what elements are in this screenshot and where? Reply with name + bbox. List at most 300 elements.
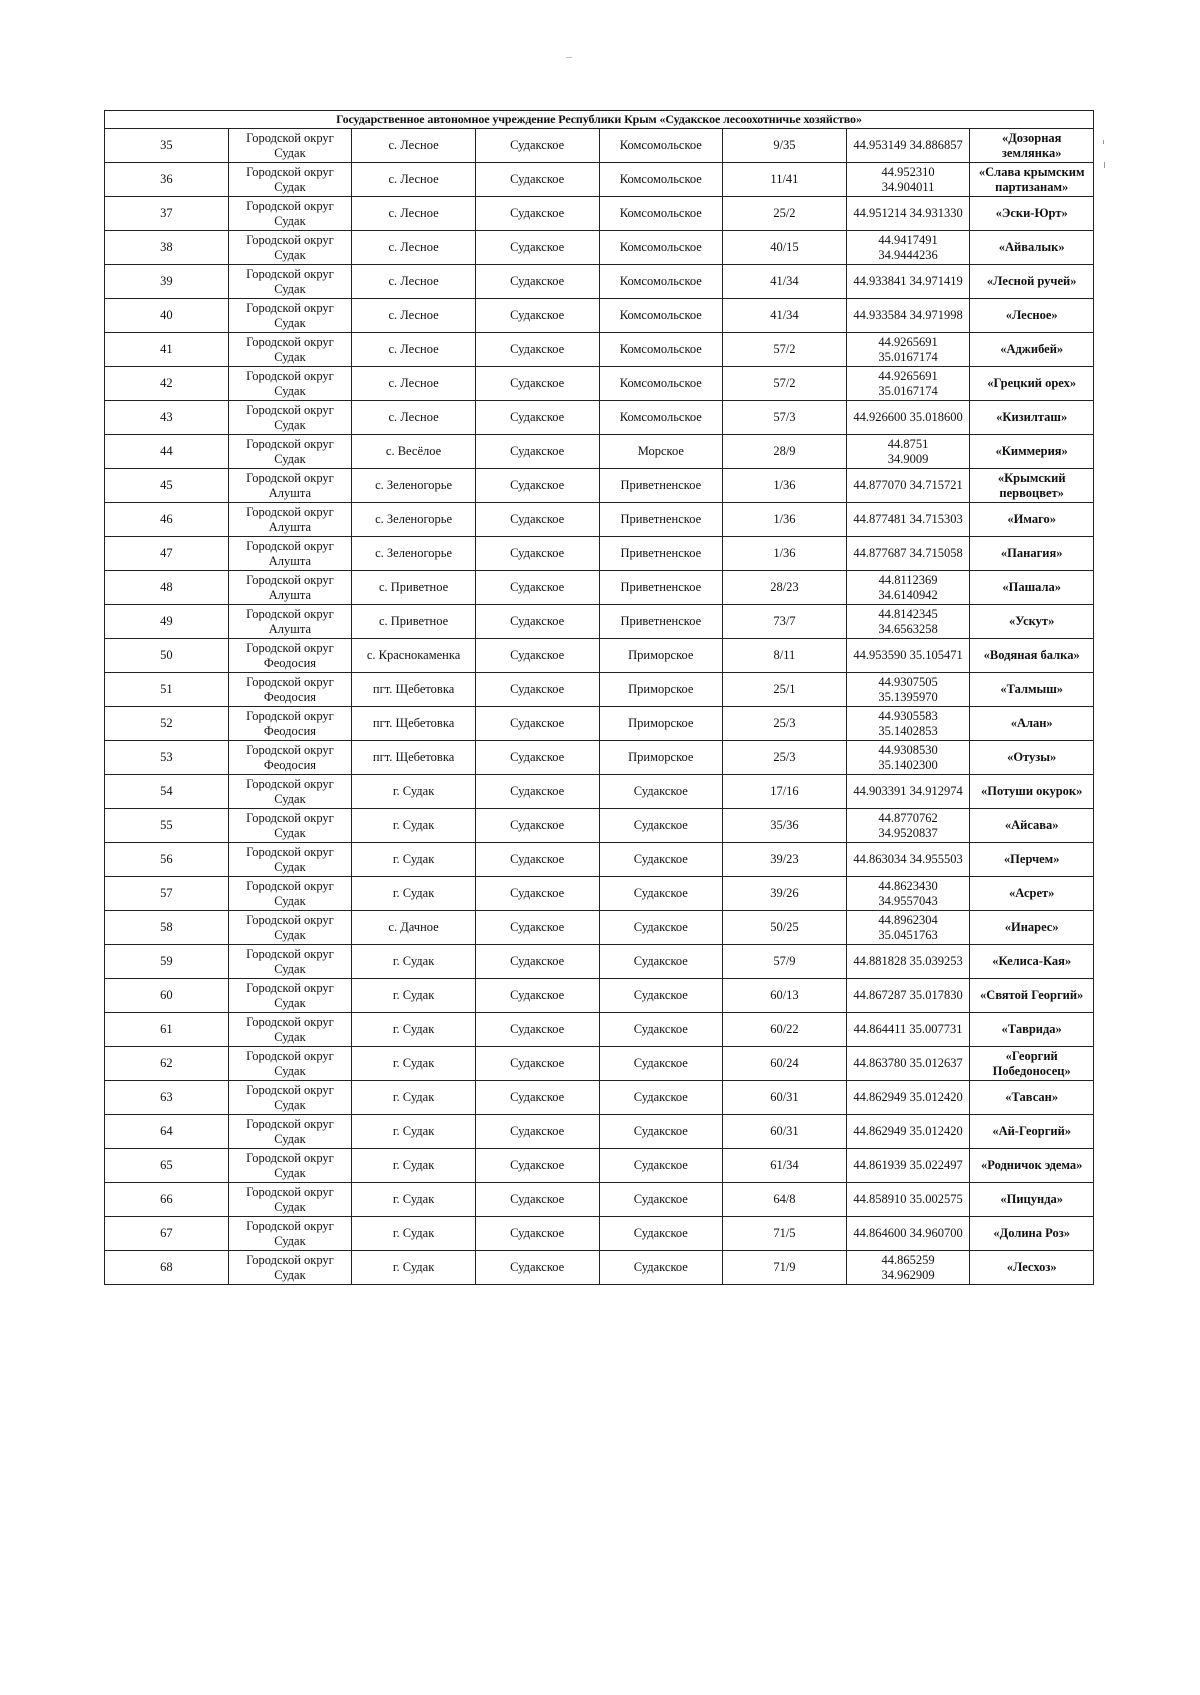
table-row (105, 877, 1094, 911)
object-name (970, 129, 1094, 163)
urban-district (228, 911, 352, 945)
table-row (105, 639, 1094, 673)
urban-district (228, 401, 352, 435)
row-number: 36 (105, 163, 229, 197)
urban-district-line: Феодосия (263, 689, 317, 704)
coordinates-line: 44.9307505 (878, 674, 938, 689)
object-name (970, 877, 1094, 911)
forest-section: Приветненское (599, 571, 723, 605)
settlement: с. Зеленогорье (352, 469, 476, 503)
coordinates-line: 44.933841 34.971419 (853, 274, 963, 288)
forestry: Судакское (475, 163, 599, 197)
urban-district-line: Судак (274, 1199, 306, 1214)
settlement: с. Краснокаменка (352, 639, 476, 673)
urban-district-line: Городской округ (246, 742, 334, 757)
quarter-plot: 60/31 (723, 1081, 847, 1115)
object-name-line: «Святой Георгий» (980, 988, 1084, 1002)
forest-section: Приветненское (599, 605, 723, 639)
urban-district-line: Городской округ (246, 640, 334, 655)
forestry: Судакское (475, 673, 599, 707)
organization-title: Государственное автономное учреждение Республики Крым «Судакское лесоохотничье хозяйство» (105, 111, 1094, 129)
coordinates-line: 44.8142345 (878, 606, 938, 621)
forest-section: Судакское (599, 1251, 723, 1285)
forestry: Судакское (475, 231, 599, 265)
object-name-line: «Дозорная землянка» (1001, 130, 1062, 160)
forest-section: Приморское (599, 741, 723, 775)
row-number: 60 (105, 979, 229, 1013)
table-row (105, 1183, 1094, 1217)
object-name (970, 1013, 1094, 1047)
coordinates-line: 44.933584 34.971998 (853, 308, 963, 322)
table-row (105, 741, 1094, 775)
urban-district (228, 367, 352, 401)
urban-district-line: Городской округ (246, 572, 334, 587)
settlement: с. Лесное (352, 163, 476, 197)
forest-section: Приветненское (599, 537, 723, 571)
object-name (970, 1149, 1094, 1183)
table-row (105, 1013, 1094, 1047)
quarter-plot: 64/8 (723, 1183, 847, 1217)
urban-district-line: Городской округ (246, 776, 334, 791)
coordinates-line: 44.877070 34.715721 (853, 478, 963, 492)
object-name (970, 1217, 1094, 1251)
urban-district (228, 1047, 352, 1081)
object-name (970, 537, 1094, 571)
scan-artifact (1104, 162, 1105, 168)
forestry: Судакское (475, 775, 599, 809)
forest-section: Судакское (599, 1115, 723, 1149)
urban-district-line: Судак (274, 1131, 306, 1146)
urban-district-line: Городской округ (246, 810, 334, 825)
row-number: 57 (105, 877, 229, 911)
table-row (105, 1047, 1094, 1081)
coordinates (846, 1149, 970, 1183)
coordinates-line: 44.953590 35.105471 (853, 648, 963, 662)
forestry: Судакское (475, 707, 599, 741)
row-number: 53 (105, 741, 229, 775)
table-row (105, 435, 1094, 469)
settlement: с. Лесное (352, 299, 476, 333)
forest-section: Судакское (599, 877, 723, 911)
coordinates (846, 571, 970, 605)
object-name-line: «Слава крымским (978, 164, 1085, 179)
settlement: г. Судак (352, 1149, 476, 1183)
coordinates (846, 129, 970, 163)
coordinates-line: 35.1395970 (878, 689, 938, 704)
urban-district (228, 1013, 352, 1047)
row-number: 52 (105, 707, 229, 741)
coordinates-line: 35.0167174 (878, 383, 938, 398)
forest-section: Приветненское (599, 469, 723, 503)
coordinates-line: 44.8770762 (878, 810, 938, 825)
urban-district (228, 1115, 352, 1149)
quarter-plot: 1/36 (723, 469, 847, 503)
urban-district-line: Городской округ (246, 1184, 334, 1199)
urban-district-line: Судак (274, 179, 306, 194)
urban-district-line: Судак (274, 961, 306, 976)
quarter-plot: 71/5 (723, 1217, 847, 1251)
table-row (105, 1251, 1094, 1285)
urban-district-line: Судак (274, 451, 306, 466)
quarter-plot: 25/1 (723, 673, 847, 707)
coordinates-line: 44.865259 (881, 1252, 935, 1267)
urban-district (228, 605, 352, 639)
settlement: с. Дачное (352, 911, 476, 945)
forest-section: Приветненское (599, 503, 723, 537)
coordinates (846, 537, 970, 571)
forest-section: Комсомольское (599, 231, 723, 265)
settlement: г. Судак (352, 843, 476, 877)
quarter-plot: 11/41 (723, 163, 847, 197)
forestry: Судакское (475, 1183, 599, 1217)
row-number: 46 (105, 503, 229, 537)
urban-district-line: Городской округ (246, 878, 334, 893)
forestry: Судакское (475, 537, 599, 571)
table-row (105, 129, 1094, 163)
urban-district-line: Судак (274, 825, 306, 840)
object-name-line: партизанам» (995, 179, 1069, 194)
quarter-plot: 73/7 (723, 605, 847, 639)
object-name (970, 605, 1094, 639)
urban-district (228, 469, 352, 503)
object-name-line: «Алан» (1010, 716, 1053, 730)
urban-district-line: Судак (274, 791, 306, 806)
object-name (970, 1047, 1094, 1081)
urban-district-line: Судак (274, 1029, 306, 1044)
settlement: г. Судак (352, 1217, 476, 1251)
coordinates-line: 44.8751 (887, 436, 929, 451)
forest-section: Судакское (599, 1217, 723, 1251)
forestry: Судакское (475, 741, 599, 775)
scan-artifact (566, 57, 572, 58)
forest-section: Судакское (599, 911, 723, 945)
urban-district-line: Судак (274, 315, 306, 330)
urban-district-line: Судак (274, 927, 306, 942)
urban-district-line: Городской округ (246, 266, 334, 281)
settlement: г. Судак (352, 1183, 476, 1217)
urban-district-line: Алушта (268, 621, 312, 636)
object-name-line: «Лесной ручей» (986, 274, 1077, 288)
forestry: Судакское (475, 1217, 599, 1251)
quarter-plot: 60/31 (723, 1115, 847, 1149)
urban-district (228, 1081, 352, 1115)
urban-district-line: Городской округ (246, 1048, 334, 1063)
row-number: 40 (105, 299, 229, 333)
table-row (105, 367, 1094, 401)
coordinates (846, 605, 970, 639)
row-number: 54 (105, 775, 229, 809)
settlement: с. Зеленогорье (352, 537, 476, 571)
settlement: с. Лесное (352, 367, 476, 401)
urban-district-line: Городской округ (246, 538, 334, 553)
forestry: Судакское (475, 945, 599, 979)
row-number: 51 (105, 673, 229, 707)
object-name (970, 639, 1094, 673)
row-number: 45 (105, 469, 229, 503)
object-name-line: «Ай-Георгий» (992, 1124, 1072, 1138)
urban-district (228, 843, 352, 877)
forestry: Судакское (475, 367, 599, 401)
quarter-plot: 28/9 (723, 435, 847, 469)
coordinates-line: 35.1402853 (878, 723, 938, 738)
coordinates-line: 34.6140942 (878, 587, 938, 602)
table-header-row (105, 111, 1094, 129)
urban-district-line: Судак (274, 281, 306, 296)
urban-district (228, 231, 352, 265)
forestry: Судакское (475, 1251, 599, 1285)
forestry: Судакское (475, 911, 599, 945)
object-name (970, 231, 1094, 265)
forestry: Судакское (475, 299, 599, 333)
urban-district (228, 197, 352, 231)
row-number: 63 (105, 1081, 229, 1115)
quarter-plot: 25/3 (723, 707, 847, 741)
row-number: 39 (105, 265, 229, 299)
object-name (970, 401, 1094, 435)
quarter-plot: 39/23 (723, 843, 847, 877)
urban-district-line: Городской округ (246, 334, 334, 349)
urban-district (228, 503, 352, 537)
coordinates-line: 44.8962304 (878, 912, 938, 927)
object-name-line: «Киммерия» (995, 444, 1068, 458)
settlement: г. Судак (352, 1115, 476, 1149)
coordinates-line: 44.861939 35.022497 (853, 1158, 963, 1172)
forest-section: Судакское (599, 1013, 723, 1047)
object-name (970, 435, 1094, 469)
object-name (970, 299, 1094, 333)
coordinates-line: 44.863034 34.955503 (853, 852, 963, 866)
object-name-line: «Отузы» (1007, 750, 1057, 764)
urban-district-line: Городской округ (246, 436, 334, 451)
coordinates-line: 44.8112369 (878, 572, 938, 587)
coordinates (846, 775, 970, 809)
coordinates (846, 401, 970, 435)
quarter-plot: 25/2 (723, 197, 847, 231)
object-name-line: «Айвалык» (998, 240, 1065, 254)
coordinates (846, 843, 970, 877)
row-number: 67 (105, 1217, 229, 1251)
object-name (970, 809, 1094, 843)
object-name-line: «Таврида» (1001, 1022, 1062, 1036)
urban-district-line: Судак (274, 145, 306, 160)
urban-district (228, 673, 352, 707)
coordinates (846, 265, 970, 299)
settlement: г. Судак (352, 775, 476, 809)
object-name (970, 1251, 1094, 1285)
forest-section: Судакское (599, 945, 723, 979)
forestry: Судакское (475, 1013, 599, 1047)
urban-district-line: Городской округ (246, 130, 334, 145)
forestry: Судакское (475, 435, 599, 469)
urban-district (228, 333, 352, 367)
coordinates-line: 44.951214 34.931330 (853, 206, 963, 220)
row-number: 61 (105, 1013, 229, 1047)
row-number: 66 (105, 1183, 229, 1217)
object-name (970, 571, 1094, 605)
quarter-plot: 35/36 (723, 809, 847, 843)
table-row (105, 809, 1094, 843)
object-name-line: «Родничок эдема» (981, 1158, 1083, 1172)
quarter-plot: 61/34 (723, 1149, 847, 1183)
urban-district-line: Городской округ (246, 1150, 334, 1165)
urban-district-line: Алушта (268, 553, 312, 568)
quarter-plot: 1/36 (723, 537, 847, 571)
coordinates-line: 44.9265691 (878, 334, 938, 349)
table-row (105, 945, 1094, 979)
forest-section: Судакское (599, 1183, 723, 1217)
table-row (105, 571, 1094, 605)
coordinates-line: 44.953149 34.886857 (853, 138, 963, 152)
coordinates-line: 44.881828 35.039253 (853, 954, 963, 968)
urban-district-line: Городской округ (246, 232, 334, 247)
urban-district-line: Судак (274, 1097, 306, 1112)
coordinates-line: 44.877481 34.715303 (853, 512, 963, 526)
row-number: 49 (105, 605, 229, 639)
urban-district (228, 163, 352, 197)
forest-section: Приморское (599, 639, 723, 673)
settlement: с. Весёлое (352, 435, 476, 469)
urban-district-line: Алушта (268, 485, 312, 500)
urban-district (228, 707, 352, 741)
quarter-plot: 71/9 (723, 1251, 847, 1285)
forest-section: Комсомольское (599, 163, 723, 197)
table-row (105, 469, 1094, 503)
table-row (105, 911, 1094, 945)
row-number: 68 (105, 1251, 229, 1285)
table-row (105, 537, 1094, 571)
urban-district-line: Городской округ (246, 402, 334, 417)
forestry: Судакское (475, 197, 599, 231)
settlement: г. Судак (352, 979, 476, 1013)
coordinates-line: 44.863780 35.012637 (853, 1056, 963, 1070)
object-name-line: «Панагия» (1000, 546, 1063, 560)
row-number: 55 (105, 809, 229, 843)
urban-district-line: Алушта (268, 587, 312, 602)
urban-district-line: Судак (274, 995, 306, 1010)
quarter-plot: 1/36 (723, 503, 847, 537)
quarter-plot: 8/11 (723, 639, 847, 673)
settlement: с. Лесное (352, 265, 476, 299)
coordinates (846, 1217, 970, 1251)
table-row (105, 605, 1094, 639)
settlement: с. Лесное (352, 129, 476, 163)
urban-district (228, 775, 352, 809)
object-name (970, 979, 1094, 1013)
row-number: 37 (105, 197, 229, 231)
objects-table (104, 110, 1094, 1285)
table-row (105, 843, 1094, 877)
urban-district-line: Городской округ (246, 504, 334, 519)
scan-artifact (1103, 140, 1104, 144)
quarter-plot: 57/9 (723, 945, 847, 979)
forest-section: Комсомольское (599, 265, 723, 299)
settlement: с. Лесное (352, 197, 476, 231)
object-name (970, 197, 1094, 231)
row-number: 43 (105, 401, 229, 435)
coordinates-line: 35.1402300 (878, 757, 938, 772)
forestry: Судакское (475, 469, 599, 503)
settlement: с. Зеленогорье (352, 503, 476, 537)
coordinates (846, 503, 970, 537)
row-number: 65 (105, 1149, 229, 1183)
settlement: г. Судак (352, 1081, 476, 1115)
coordinates (846, 299, 970, 333)
coordinates-line: 44.864600 34.960700 (853, 1226, 963, 1240)
coordinates (846, 1081, 970, 1115)
settlement: с. Лесное (352, 333, 476, 367)
row-number: 42 (105, 367, 229, 401)
urban-district (228, 129, 352, 163)
forest-section: Судакское (599, 1047, 723, 1081)
urban-district-line: Судак (274, 383, 306, 398)
forest-section: Морское (599, 435, 723, 469)
coordinates (846, 911, 970, 945)
forest-section: Приморское (599, 707, 723, 741)
object-name-line: «Потуши окурок» (981, 784, 1083, 798)
urban-district (228, 877, 352, 911)
coordinates (846, 673, 970, 707)
quarter-plot: 57/3 (723, 401, 847, 435)
forestry: Судакское (475, 1115, 599, 1149)
settlement: пгт. Щебетовка (352, 707, 476, 741)
object-name (970, 741, 1094, 775)
coordinates (846, 639, 970, 673)
coordinates (846, 1013, 970, 1047)
row-number: 62 (105, 1047, 229, 1081)
object-name-line: «Ускут» (1009, 614, 1055, 628)
urban-district-line: Городской округ (246, 1252, 334, 1267)
row-number: 58 (105, 911, 229, 945)
object-name-line: «Тавсан» (1005, 1090, 1059, 1104)
forest-section: Комсомольское (599, 197, 723, 231)
urban-district (228, 741, 352, 775)
object-name (970, 945, 1094, 979)
urban-district (228, 809, 352, 843)
coordinates (846, 1115, 970, 1149)
coordinates-line: 44.9417491 (878, 232, 938, 247)
coordinates-line: 34.904011 (881, 179, 935, 194)
object-name (970, 503, 1094, 537)
coordinates-line: 44.864411 35.007731 (853, 1022, 963, 1036)
object-name (970, 333, 1094, 367)
coordinates (846, 809, 970, 843)
coordinates (846, 1183, 970, 1217)
object-name-line: «Водяная балка» (983, 648, 1080, 662)
forestry: Судакское (475, 333, 599, 367)
object-name (970, 1183, 1094, 1217)
table-row (105, 265, 1094, 299)
coordinates-line: 34.9557043 (878, 893, 938, 908)
object-name (970, 1081, 1094, 1115)
coordinates-line: 34.9520837 (878, 825, 938, 840)
urban-district-line: Городской округ (246, 198, 334, 213)
quarter-plot: 41/34 (723, 265, 847, 299)
object-name-line: «Лесхоз» (1006, 1260, 1057, 1274)
forest-section: Судакское (599, 979, 723, 1013)
row-number: 48 (105, 571, 229, 605)
urban-district (228, 265, 352, 299)
urban-district-line: Городской округ (246, 606, 334, 621)
row-number: 35 (105, 129, 229, 163)
object-name-line: «Лесное» (1005, 308, 1058, 322)
urban-district-line: Городской округ (246, 1082, 334, 1097)
quarter-plot: 57/2 (723, 333, 847, 367)
urban-district (228, 299, 352, 333)
coordinates-line: 44.867287 35.017830 (853, 988, 963, 1002)
urban-district-line: Городской округ (246, 1218, 334, 1233)
quarter-plot: 41/34 (723, 299, 847, 333)
coordinates-line: 44.952310 (881, 164, 935, 179)
